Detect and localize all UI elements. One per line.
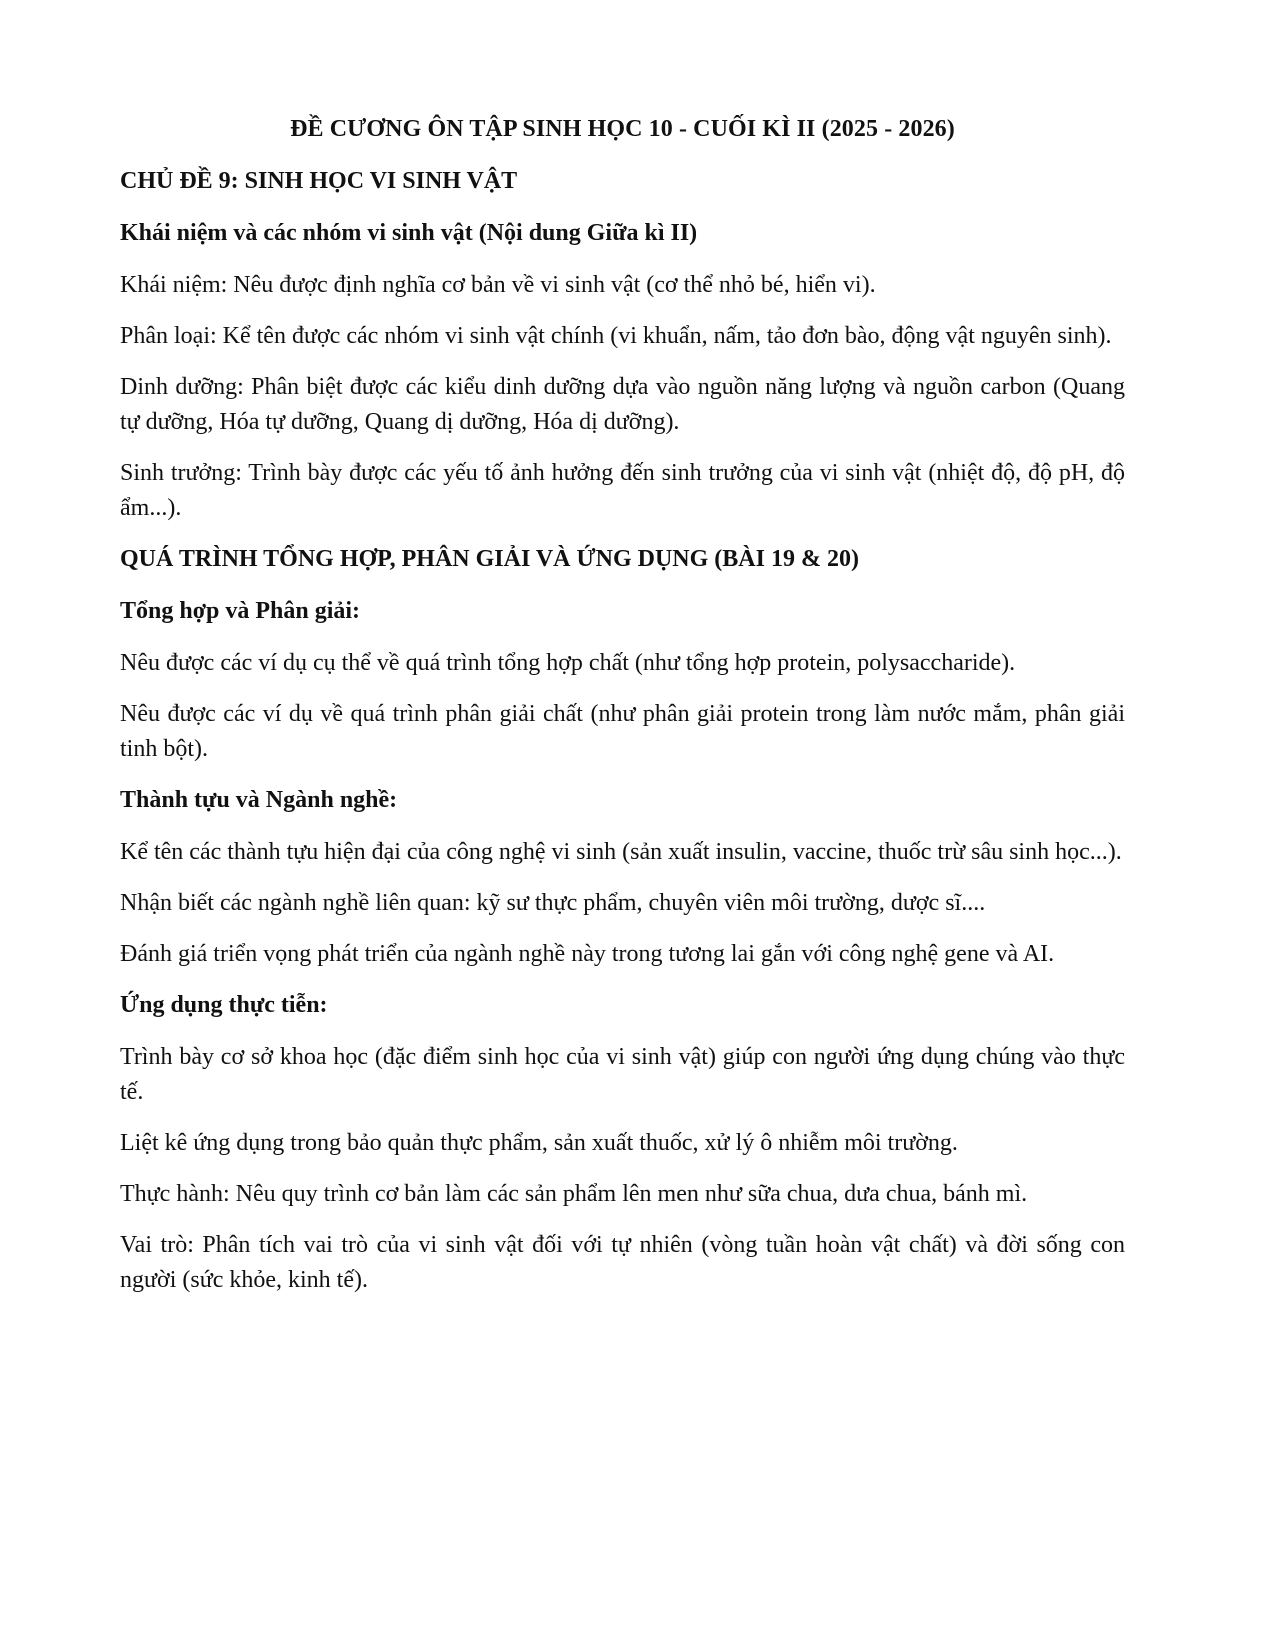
paragraph-role: Vai trò: Phân tích vai trò của vi sinh vật đối với tự nhiên (vòng tuần hoàn vật chất) và đời sống con người (sức khỏe, kinh tế). <box>120 1232 1125 1293</box>
paragraph-prospects: Đánh giá triển vọng phát triển của ngành nghề này trong tương lai gắn với công nghệ gene và AI. <box>120 941 1055 967</box>
subsection-heading-achievements: Thành tựu và Ngành nghề: <box>120 787 398 813</box>
paragraph-synthesis-examples: Nêu được các ví dụ cụ thể về quá trình tổng hợp chất (như tổng hợp protein, polysaccharide). <box>120 650 1016 676</box>
paragraph-nutrition: Dinh dưỡng: Phân biệt được các kiểu dinh dưỡng dựa vào nguồn năng lượng và nguồn carbon (Quang tự dưỡng, Hóa tự dưỡng, Quang dị dưỡng, Hóa dị dưỡng). <box>120 374 1125 435</box>
paragraph-scientific-basis: Trình bày cơ sở khoa học (đặc điểm sinh học của vi sinh vật) giúp con người ứng dụng chúng vào thực tế. <box>120 1044 1125 1105</box>
paragraph-concept: Khái niệm: Nêu được định nghĩa cơ bản về vi sinh vật (cơ thể nhỏ bé, hiển vi). <box>120 272 876 298</box>
paragraph-decomposition-examples: Nêu được các ví dụ về quá trình phân giải chất (như phân giải protein trong làm nước mắm, phân giải tinh bột). <box>120 701 1125 762</box>
paragraph-careers: Nhận biết các ngành nghề liên quan: kỹ sư thực phẩm, chuyên viên môi trường, dược sĩ.... <box>120 890 986 916</box>
subsection-heading-applications: Ứng dụng thực tiễn: <box>120 992 328 1018</box>
paragraph-growth: Sinh trưởng: Trình bày được các yếu tố ảnh hưởng đến sinh trưởng của vi sinh vật (nhiệt độ, độ pH, độ ẩm...). <box>120 460 1125 521</box>
document-title: ĐỀ CƯƠNG ÔN TẬP SINH HỌC 10 - CUỐI KÌ II (2025 - 2026) <box>290 116 955 142</box>
subsection-heading-synthesis: Tổng hợp và Phân giải: <box>120 598 361 624</box>
section-heading-concepts: Khái niệm và các nhóm vi sinh vật (Nội dung Giữa kì II) <box>120 220 698 246</box>
document-page <box>120 112 1125 1314</box>
paragraph-achievements: Kể tên các thành tựu hiện đại của công nghệ vi sinh (sản xuất insulin, vaccine, thuốc trừ sâu sinh học...). <box>120 839 1122 865</box>
section-heading-processes: QUÁ TRÌNH TỔNG HỢP, PHÂN GIẢI VÀ ỨNG DỤNG (BÀI 19 & 20) <box>120 546 859 572</box>
paragraph-applications-list: Liệt kê ứng dụng trong bảo quản thực phẩm, sản xuất thuốc, xử lý ô nhiễm môi trường. <box>120 1130 958 1156</box>
topic-heading: CHỦ ĐỀ 9: SINH HỌC VI SINH VẬT <box>120 168 518 194</box>
paragraph-practice: Thực hành: Nêu quy trình cơ bản làm các sản phẩm lên men như sữa chua, dưa chua, bánh mì. <box>120 1181 1028 1207</box>
paragraph-classification: Phân loại: Kể tên được các nhóm vi sinh vật chính (vi khuẩn, nấm, tảo đơn bào, động vật nguyên sinh). <box>120 323 1112 349</box>
